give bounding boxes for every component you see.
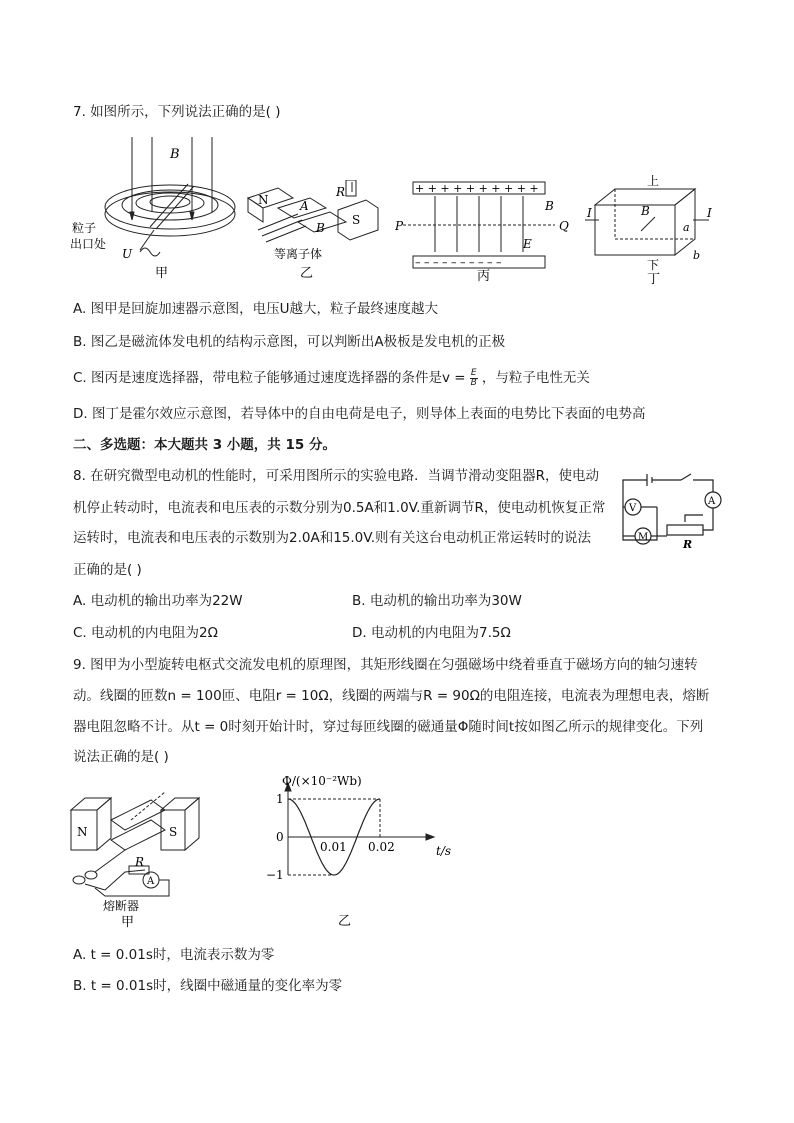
gen-S-label: S <box>169 825 178 839</box>
mhd-B-label: B <box>316 221 325 235</box>
hall-I-out-label: I <box>707 206 712 220</box>
motor-circuit-figure <box>617 470 725 552</box>
fraction-E-over-B <box>470 369 478 388</box>
particle-exit-label-2: 出口处 <box>70 237 107 251</box>
q8-line-1: 8. 在研究微型电动机的性能时，可采用图所示的实验电路．当调节滑动变阻器R，使电动 <box>73 468 600 484</box>
selector-P-label: P <box>395 219 404 233</box>
ammeter-label: A <box>708 496 716 507</box>
q9-fig-jia-label: 甲 <box>121 915 135 928</box>
q8-line-2: 机停止转动时，电流表和电压表的示数分别为0.5A和1.0V.重新调节R，使电动机恢复正常 <box>73 500 606 516</box>
q7-option-c <box>73 368 590 388</box>
q7-stem: 7. 如图所示，下列说法正确的是( ) <box>73 104 281 120</box>
fraction-denominator: B <box>470 377 477 388</box>
selector-Q-label: Q <box>559 219 569 233</box>
q9-line-3: 器电阻忽略不计。从t = 0时刻开始计时，穿过每匝线圈的磁通量Φ随时间t按如图乙所示的规律变化。下列 <box>73 719 704 735</box>
q8-option-c: C. 电动机的内电阻为2Ω <box>73 625 218 641</box>
motor-label: M <box>638 532 649 543</box>
y-axis-label: Φ/(×10⁻²Wb) <box>282 775 362 788</box>
hall-b-label: b <box>693 249 701 262</box>
q8-option-d: D. 电动机的内电阻为7.5Ω <box>352 625 511 641</box>
cyclotron-B-label: B <box>170 147 180 162</box>
cyclotron-figure <box>70 132 240 282</box>
voltmeter-label: V <box>629 503 637 514</box>
q8-line-4: 正确的是( ) <box>73 562 142 578</box>
mhd-generator-figure <box>238 180 388 282</box>
fig-jia-label: 甲 <box>155 266 169 281</box>
hall-a-label: a <box>683 221 690 234</box>
q9-option-a: A. t = 0.01s时，电流表示数为零 <box>73 947 275 963</box>
mhd-R-label: R <box>336 185 346 199</box>
ac-generator-figure <box>65 780 205 928</box>
minus-row: – – – – – – – – – – <box>415 256 502 269</box>
velocity-selector-figure <box>395 180 575 282</box>
fig-yi-label: 乙 <box>300 266 314 281</box>
q9-line-4: 说法正确的是( ) <box>73 749 169 765</box>
q7-option-b: B. 图乙是磁流体发电机的结构示意图，可以判断出A极板是发电机的正极 <box>73 334 506 350</box>
selector-E-label: E <box>523 237 532 251</box>
y-tick-minus-1: −1 <box>266 868 284 882</box>
rheostat-label: R <box>683 538 693 551</box>
fuse-label: 熔断器 <box>103 899 140 913</box>
q7-option-d: D. 图丁是霍尔效应示意图，若导体中的自由电荷是电子，则导体上表面的电势比下表面的电势高 <box>73 406 646 422</box>
x-axis-label: t/s <box>436 844 452 858</box>
hall-I-in-label: I <box>587 206 592 220</box>
gen-ammeter-label: A <box>147 876 155 887</box>
hall-B-label: B <box>641 204 650 218</box>
plasma-label: 等离子体 <box>274 247 323 261</box>
selector-B-label: B <box>545 199 554 213</box>
fraction-numerator: E <box>470 367 477 378</box>
hall-effect-figure <box>585 175 725 285</box>
cyclotron-U-label: U <box>122 247 133 261</box>
q8-line-3: 运转时，电流表和电压表的示数别为2.0A和15.0V.则有关这台电动机正常运转时的说法 <box>73 530 592 546</box>
q8-option-a: A. 电动机的输出功率为22W <box>73 593 243 609</box>
hall-bottom-label: 下 <box>647 258 660 272</box>
flux-time-graph <box>262 775 452 930</box>
q8-option-b: B. 电动机的输出功率为30W <box>352 593 522 609</box>
x-tick-001: 0.01 <box>320 840 347 854</box>
q7-option-c-tail: ，与粒子电性无关 <box>481 370 590 386</box>
q7-option-a: A. 图甲是回旋加速器示意图，电压U越大，粒子最终速度越大 <box>73 301 438 317</box>
q9-option-b: B. t = 0.01s时，线圈中磁通量的变化率为零 <box>73 978 343 994</box>
gen-N-label: N <box>77 825 88 839</box>
mhd-N-label: N <box>258 193 269 207</box>
mhd-S-label: S <box>352 213 361 227</box>
y-tick-0: 0 <box>276 830 284 844</box>
x-tick-002: 0.02 <box>368 840 395 854</box>
fig-ding-label: 丁 <box>647 272 661 285</box>
q9-line-2: 动。线圈的匝数n = 100匝、电阻r = 10Ω，线圈的两端与R = 90Ω的电阻连接，电流表为理想电表，熔断 <box>73 688 710 704</box>
mhd-A-label: A <box>300 199 309 213</box>
y-tick-1: 1 <box>276 792 284 806</box>
section-2-heading: 二、多选题：本大题共 3 小题，共 15 分。 <box>73 437 336 453</box>
q7-option-c-text: C. 图丙是速度选择器，带电粒子能够通过速度选择器的条件是v = <box>73 370 466 386</box>
particle-exit-label-1: 粒子 <box>72 221 97 235</box>
q9-line-1: 9. 图甲为小型旋转电枢式交流发电机的原理图，其矩形线圈在匀强磁场中绕着垂直于磁场方向的轴匀速转 <box>73 657 698 673</box>
q9-fig-yi-label: 乙 <box>338 914 352 929</box>
plus-row: + + + + + + + + + + <box>415 182 539 195</box>
hall-top-label: 上 <box>647 175 660 188</box>
fig-bing-label: 丙 <box>477 269 491 282</box>
gen-R-label: R <box>135 855 145 869</box>
